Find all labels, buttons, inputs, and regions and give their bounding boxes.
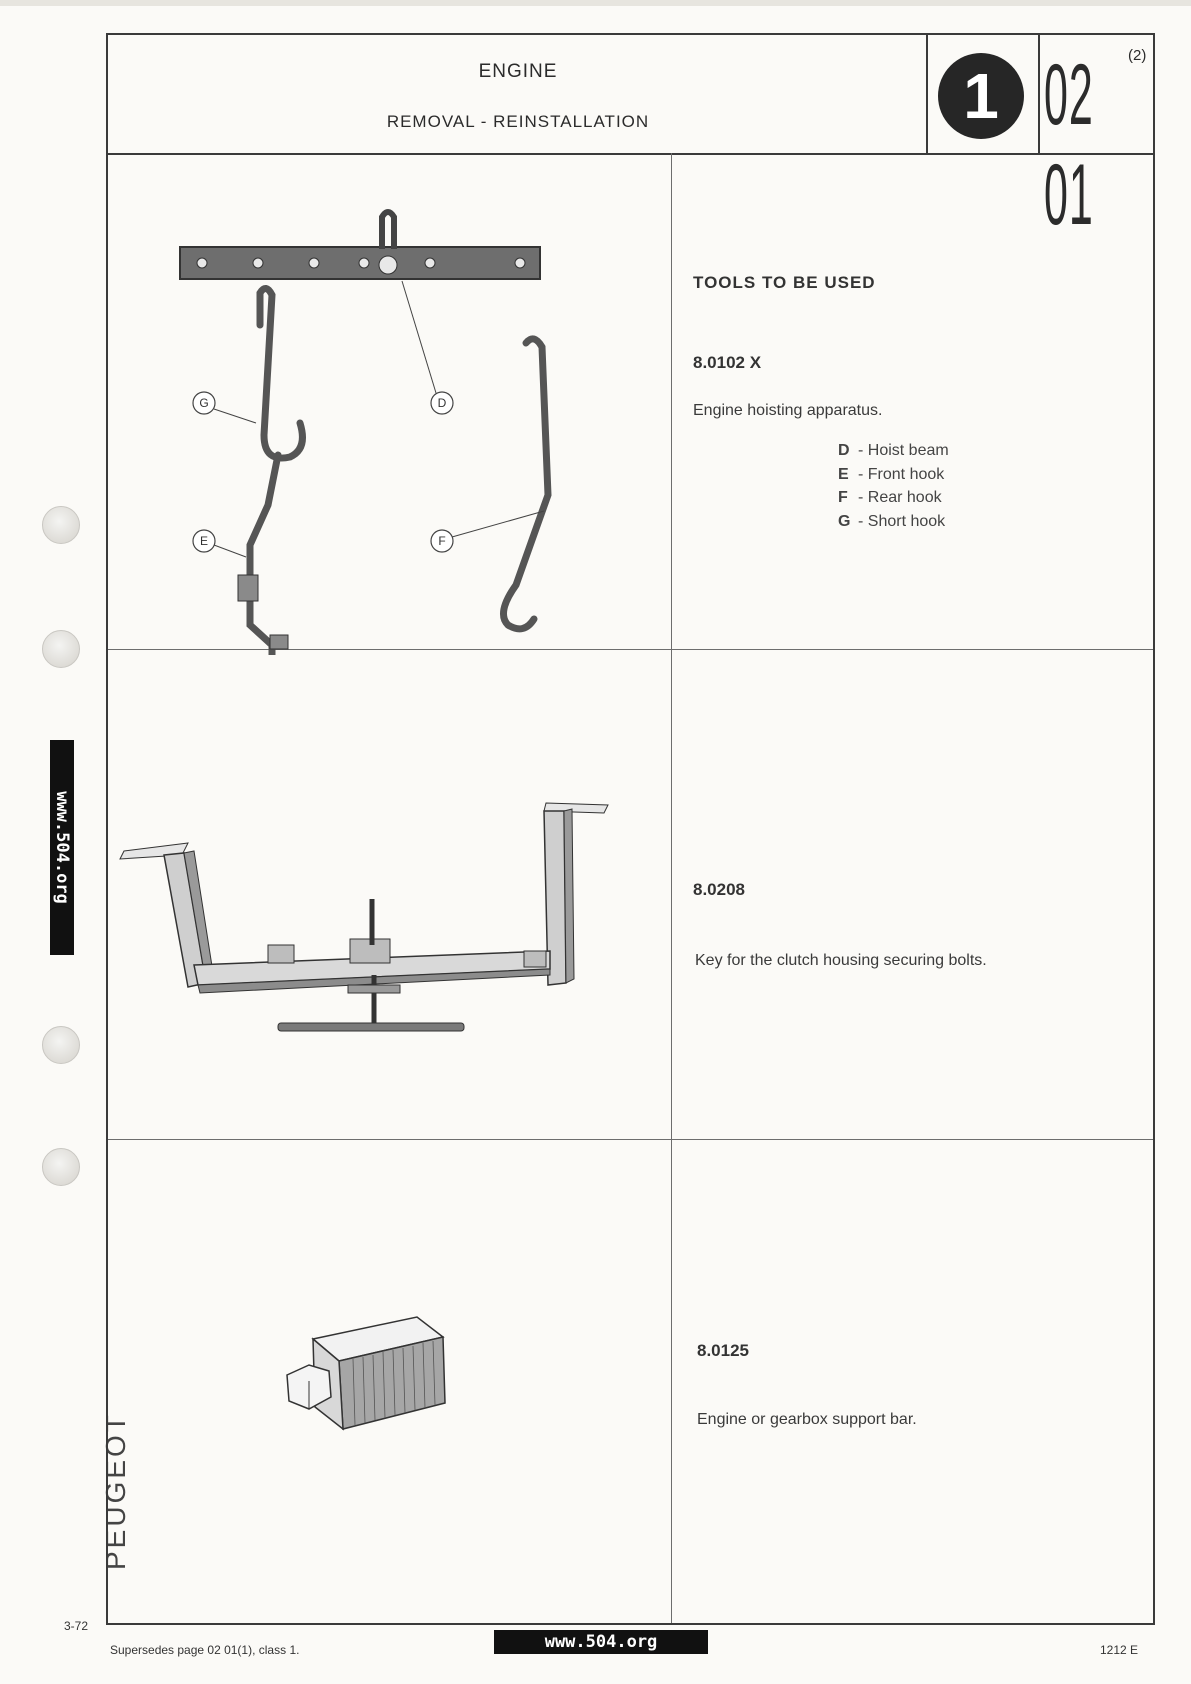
- callout-d: D: [437, 396, 447, 410]
- page-reference: 1212 E: [1100, 1643, 1139, 1657]
- page-subtitle: REMOVAL - REINSTALLATION: [386, 112, 650, 131]
- callout-f: F: [438, 534, 446, 548]
- header-divider-2: [1038, 35, 1040, 153]
- print-date: 3-72: [64, 1619, 89, 1633]
- operation-suffix: (2): [1128, 47, 1147, 64]
- tool-code-8-0102x: 8.0102 X: [693, 353, 762, 372]
- legend-item: D - Hoist beam: [838, 442, 949, 459]
- legend-item: G - Short hook: [838, 512, 946, 530]
- tool-description-8-0102x: Engine hoisting apparatus.: [693, 402, 883, 419]
- page-title: ENGINE: [478, 61, 558, 82]
- support-bar-illustration: [283, 1315, 483, 1455]
- row-divider-2: [108, 1139, 1153, 1140]
- peugeot-brand: PEUGEOT: [100, 1412, 131, 1570]
- legend-item: F - Rear hook: [838, 489, 942, 506]
- tool-code-8-0125: 8.0125: [697, 1341, 749, 1360]
- column-divider: [671, 153, 672, 1623]
- supersedes-note: Supersedes page 02 01(1), class 1.: [110, 1643, 300, 1657]
- callout-e: E: [199, 534, 209, 548]
- operation-code: 02 01: [1044, 47, 1094, 243]
- footer-watermark: www.504.org: [494, 1630, 708, 1654]
- binder-hole-1: [42, 506, 80, 544]
- clutch-housing-key-illustration: [118, 775, 638, 1065]
- hoisting-apparatus-illustration: [168, 205, 668, 655]
- binder-hole-4: [42, 1148, 80, 1186]
- callout-g: G: [199, 396, 209, 410]
- section-number-badge: 1: [938, 53, 1024, 139]
- tool-legend: [838, 439, 949, 533]
- header-divider-1: [926, 35, 928, 153]
- binder-hole-2: [42, 630, 80, 668]
- side-watermark: www.504.org: [50, 740, 74, 955]
- document-sheet: [106, 33, 1155, 1625]
- tool-description-8-0208: Key for the clutch housing securing bolts.: [695, 952, 987, 969]
- tool-description-8-0125: Engine or gearbox support bar.: [697, 1411, 917, 1428]
- tools-heading: TOOLS TO BE USED: [693, 273, 876, 292]
- page-header: [108, 35, 1153, 243]
- legend-item: E - Front hook: [838, 465, 945, 483]
- tool-code-8-0208: 8.0208: [693, 880, 745, 899]
- binder-hole-3: [42, 1026, 80, 1064]
- page-top-edge: [0, 0, 1191, 6]
